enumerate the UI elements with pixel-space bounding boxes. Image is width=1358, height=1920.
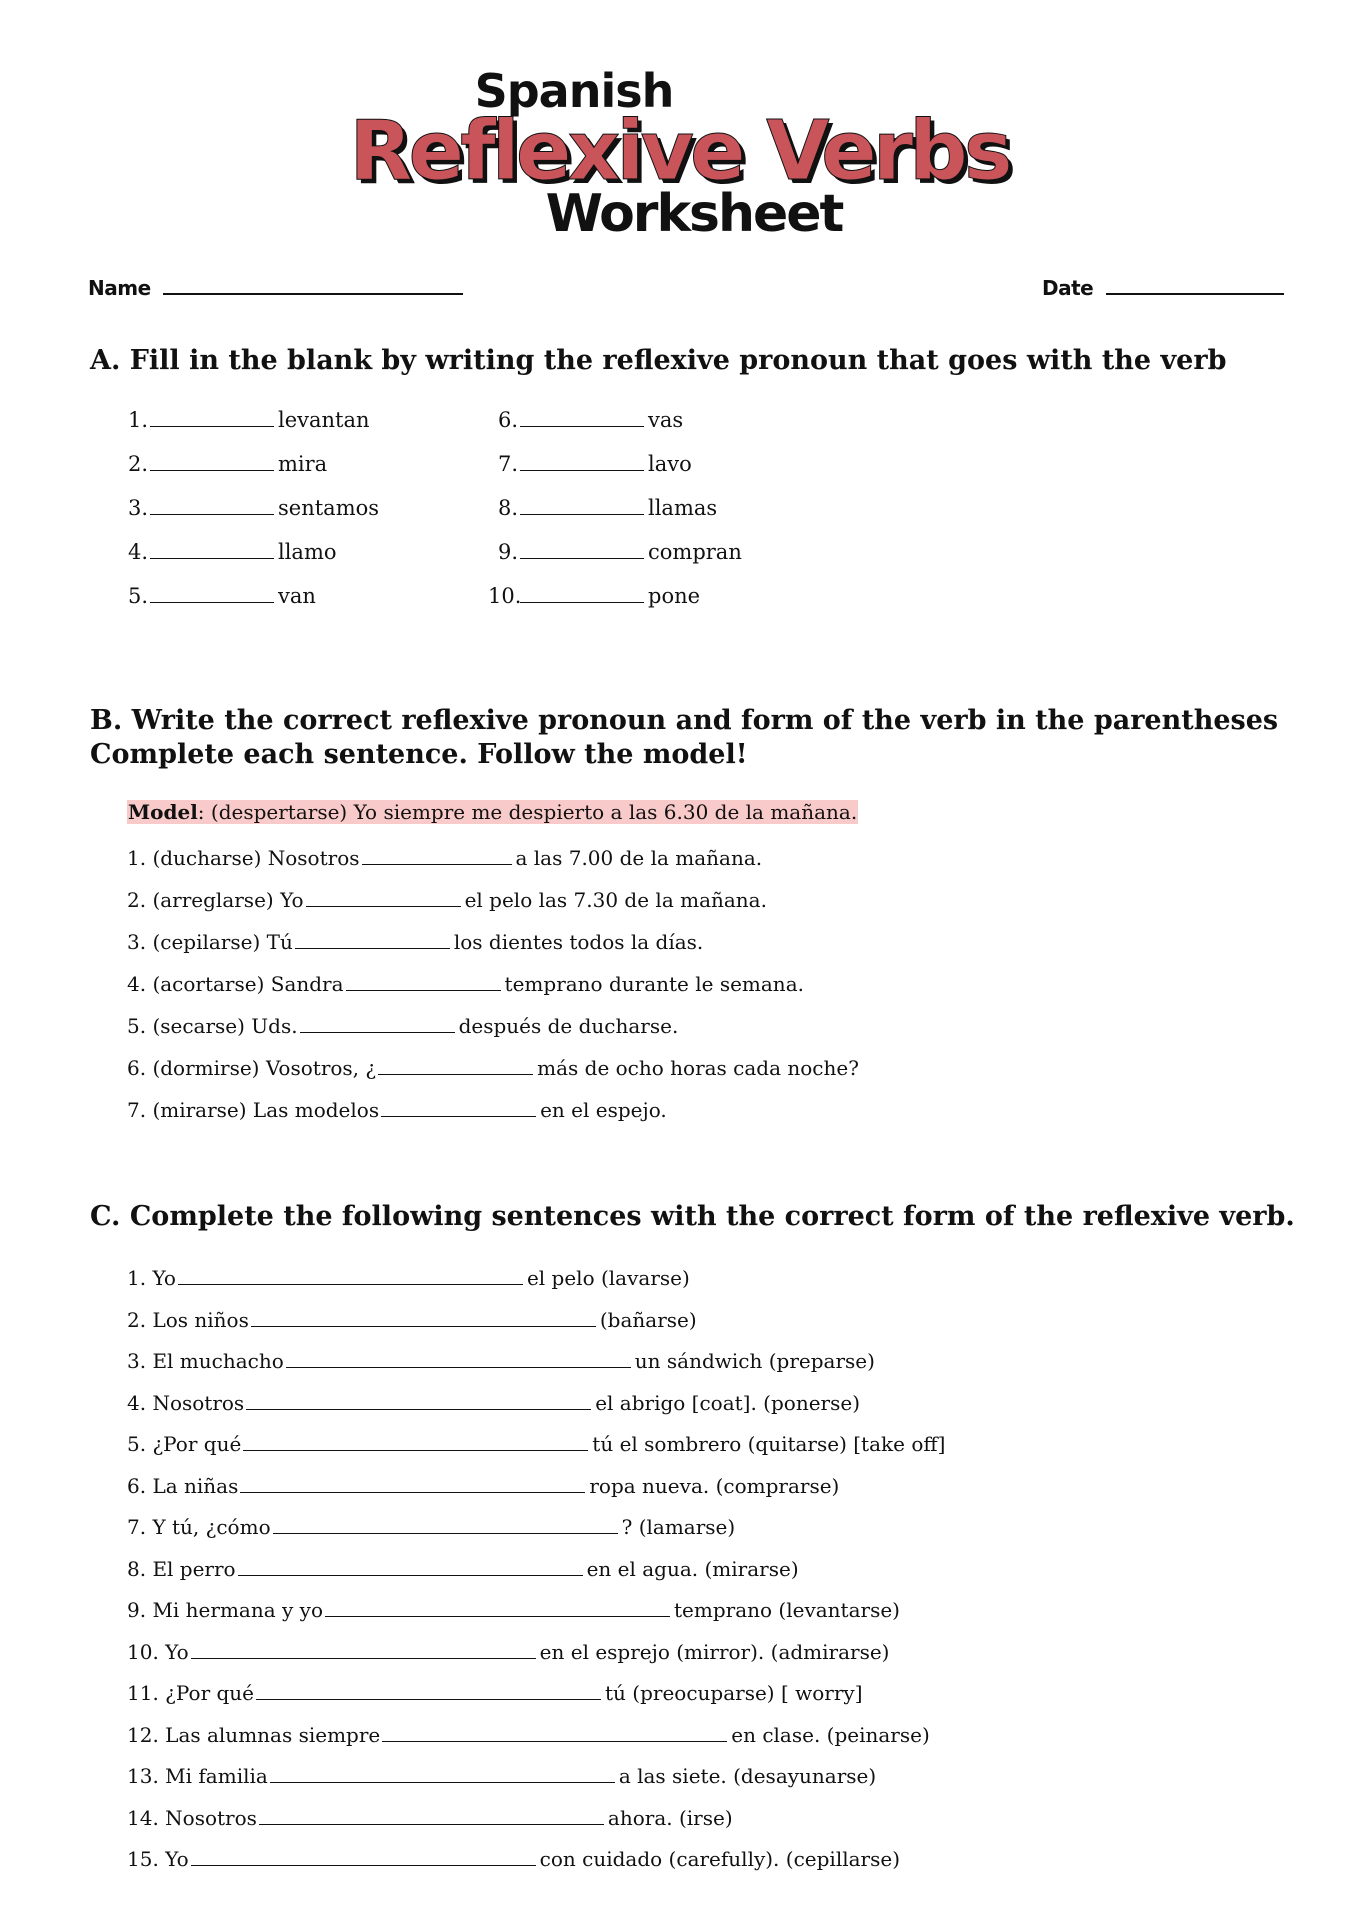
sentence-end: con cuidado (carefully). (cepillarse) — [539, 1847, 900, 1871]
model-example — [127, 800, 858, 824]
sentence-start: 4. Nosotros — [127, 1390, 245, 1415]
sentence-end: en el agua. (mirarse) — [586, 1556, 799, 1581]
verb-word: llamo — [278, 540, 337, 564]
sentence-start: 3. El muchacho — [127, 1349, 284, 1373]
verb-word: vas — [648, 408, 684, 432]
answer-blank[interactable] — [243, 1449, 588, 1451]
section-a-item — [488, 540, 742, 564]
section-b-item — [127, 1014, 678, 1038]
item-number: 6. — [497, 408, 518, 432]
answer-blank[interactable] — [270, 1781, 615, 1783]
sentence-end: temprano (levantarse) — [674, 1598, 900, 1622]
answer-blank[interactable] — [259, 1823, 604, 1825]
sentence-start: 14. Nosotros — [127, 1805, 257, 1830]
section-c-item — [127, 1557, 799, 1581]
item-number: 4. — [127, 540, 148, 564]
sentence-start: 9. Mi hermana y yo — [127, 1598, 323, 1622]
sentence-end: después de ducharse. — [458, 1014, 679, 1038]
answer-blank[interactable] — [378, 1073, 533, 1075]
section-b-item — [127, 846, 762, 870]
section-b-item — [127, 972, 804, 996]
sentence-end: más de ocho horas cada noche? — [537, 1056, 859, 1080]
sentence-start: 7. Y tú, ¿cómo — [127, 1515, 271, 1539]
section-c-item — [127, 1391, 860, 1415]
answer-blank[interactable] — [346, 989, 501, 991]
section-a-item — [488, 496, 717, 520]
answer-blank[interactable] — [273, 1532, 618, 1534]
section-b-item — [127, 930, 703, 954]
item-number: 5. — [127, 584, 148, 608]
answer-blank[interactable] — [251, 1325, 596, 1327]
answer-blank[interactable] — [256, 1698, 601, 1700]
verb-word: lavo — [648, 452, 692, 476]
sentence-end: el abrigo [coat]. (ponerse) — [595, 1390, 861, 1415]
sentence-end: en el espejo. — [540, 1098, 667, 1122]
item-number: 10. — [488, 584, 522, 608]
name-row — [88, 276, 463, 300]
sentence-end: ahora. (irse) — [607, 1805, 733, 1830]
verb-word: levantan — [278, 408, 370, 432]
section-b-heading-line2: Complete each sentence. Follow the model! — [90, 739, 748, 770]
sentence-end: el pelo las 7.30 de la mañana. — [464, 888, 767, 912]
section-a-item — [488, 584, 700, 608]
sentence-end: un sándwich (preparse) — [634, 1349, 875, 1373]
section-a-item — [118, 496, 379, 520]
answer-blank[interactable] — [240, 1491, 585, 1493]
answer-blank[interactable] — [178, 1283, 523, 1285]
sentence-start: 6. (dormirse) Vosotros, ¿ — [127, 1056, 377, 1080]
answer-blank[interactable] — [246, 1408, 591, 1410]
section-c-item — [127, 1515, 735, 1539]
sentence-start: 5. (secarse) Uds. — [127, 1014, 298, 1038]
verb-word: mira — [278, 452, 328, 476]
sentence-start: 4. (acortarse) Sandra — [127, 972, 344, 996]
sentence-end: los dientes todos la días. — [453, 930, 704, 954]
answer-blank[interactable] — [520, 469, 644, 471]
sentence-start: 13. Mi familia — [127, 1764, 268, 1788]
section-c-item — [127, 1598, 900, 1622]
answer-blank[interactable] — [306, 905, 461, 907]
title-worksheet: Worksheet — [545, 184, 843, 244]
section-a-item — [118, 584, 316, 608]
answer-blank[interactable] — [381, 1115, 536, 1117]
sentence-end: en clase. (peinarse) — [731, 1722, 930, 1747]
sentence-end: ? (lamarse) — [621, 1515, 736, 1539]
item-number: 9. — [497, 540, 518, 564]
answer-blank[interactable] — [150, 513, 274, 515]
sentence-start: 6. La niñas — [127, 1473, 239, 1498]
answer-blank[interactable] — [520, 557, 644, 559]
answer-blank[interactable] — [325, 1615, 670, 1617]
sentence-end: tú (preocuparse) [ worry] — [605, 1681, 863, 1705]
answer-blank[interactable] — [286, 1366, 631, 1368]
date-blank[interactable] — [1106, 292, 1284, 295]
sentence-start: 1. (ducharse) Nosotros — [127, 846, 360, 870]
sentence-end: temprano durante le semana. — [504, 972, 804, 996]
answer-blank[interactable] — [520, 513, 644, 515]
sentence-start: 15. Yo — [127, 1847, 189, 1871]
answer-blank[interactable] — [150, 557, 274, 559]
sentence-start: 2. Los niños — [127, 1307, 249, 1332]
section-a-item — [118, 540, 337, 564]
sentence-start: 7. (mirarse) Las modelos — [127, 1098, 380, 1122]
item-number: 3. — [127, 496, 148, 520]
item-number: 7. — [497, 452, 518, 476]
section-c-item — [127, 1723, 930, 1747]
sentence-end: (bañarse) — [599, 1307, 697, 1332]
section-b-item — [127, 888, 767, 912]
answer-blank[interactable] — [150, 425, 274, 427]
answer-blank[interactable] — [520, 601, 644, 603]
sentence-start: 1. Yo — [127, 1266, 176, 1290]
section-c-item — [127, 1640, 889, 1664]
title-spanish: Spanish — [474, 64, 674, 118]
sentence-start: 5. ¿Por qué — [127, 1432, 242, 1456]
item-number: 8. — [497, 496, 518, 520]
sentence-start: 3. (cepilarse) Tú — [127, 930, 293, 954]
answer-blank[interactable] — [150, 469, 274, 471]
section-c-heading: C. Complete the following sentences with the correct form of the reflexive verb. — [90, 1201, 1295, 1232]
section-b-item — [127, 1098, 667, 1122]
sentence-end: el pelo (lavarse) — [526, 1266, 690, 1290]
sentence-start: 10. Yo — [127, 1639, 189, 1664]
sentence-end: ropa nueva. (comprarse) — [589, 1473, 840, 1498]
section-a-heading: A. Fill in the blank by writing the reflexive pronoun that goes with the verb — [90, 345, 1227, 376]
sentence-start: 8. El perro — [127, 1556, 236, 1581]
date-label: Date — [1042, 276, 1094, 300]
section-c-item — [127, 1432, 945, 1456]
section-a-item — [488, 408, 683, 432]
answer-blank[interactable] — [191, 1657, 536, 1659]
answer-blank[interactable] — [238, 1574, 583, 1576]
answer-blank[interactable] — [150, 601, 274, 603]
date-row — [1042, 276, 1284, 300]
section-c-item — [127, 1764, 876, 1788]
section-c-item — [127, 1266, 690, 1290]
section-b-heading-line1: B. Write the correct reflexive pronoun and form of the verb in the parentheses — [90, 705, 1279, 736]
name-label: Name — [88, 276, 151, 300]
sentence-start: 11. ¿Por qué — [127, 1681, 255, 1705]
section-c-item — [127, 1308, 697, 1332]
answer-blank[interactable] — [300, 1031, 455, 1033]
section-c-item — [127, 1847, 900, 1871]
item-number: 2. — [127, 452, 148, 476]
section-c-item — [127, 1474, 839, 1498]
sentence-end: a las siete. (desayunarse) — [618, 1764, 877, 1788]
section-c-item — [127, 1681, 863, 1705]
section-a-item — [118, 408, 370, 432]
title-reflexive-verbs: Reflexive Verbs — [349, 104, 1009, 199]
answer-blank[interactable] — [362, 863, 512, 865]
answer-blank[interactable] — [191, 1864, 536, 1866]
verb-word: llamas — [648, 496, 718, 520]
model-label: Model — [128, 800, 198, 824]
verb-word: sentamos — [278, 496, 380, 520]
answer-blank[interactable] — [295, 947, 450, 949]
section-a-item — [118, 452, 327, 476]
model-text: : (despertarse) Yo siempre me despierto a las 6.30 de la mañana. — [197, 800, 858, 824]
verb-word: compran — [648, 540, 742, 564]
sentence-end: en el esprejo (mirror). (admirarse) — [539, 1639, 890, 1664]
section-a-item — [488, 452, 692, 476]
name-blank[interactable] — [163, 292, 463, 295]
sentence-end: a las 7.00 de la mañana. — [515, 846, 763, 870]
section-b-item — [127, 1056, 859, 1080]
answer-blank[interactable] — [520, 425, 644, 427]
section-c-item — [127, 1806, 733, 1830]
item-number: 1. — [127, 408, 148, 432]
sentence-start: 2. (arreglarse) Yo — [127, 888, 304, 912]
verb-word: van — [278, 584, 316, 608]
verb-word: pone — [648, 584, 701, 608]
answer-blank[interactable] — [382, 1740, 727, 1742]
sentence-start: 12. Las alumnas siempre — [127, 1722, 381, 1747]
section-c-item — [127, 1349, 875, 1373]
sentence-end: tú el sombrero (quitarse) [take off] — [592, 1432, 946, 1456]
